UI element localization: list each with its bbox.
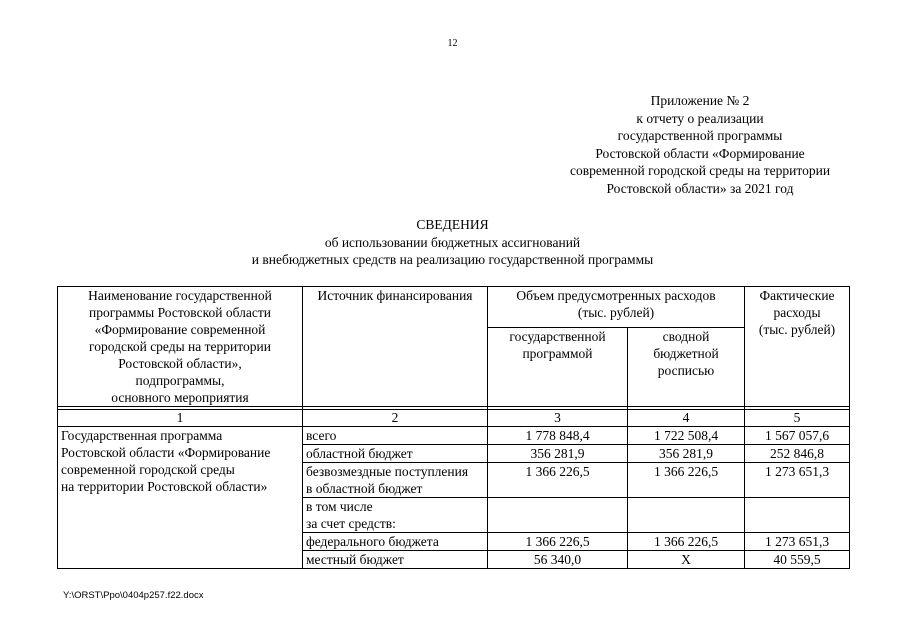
header-text: сводной — [662, 329, 710, 344]
planned-cell — [488, 498, 628, 533]
source-cell — [303, 551, 488, 569]
header-funding-source — [303, 287, 488, 407]
source-cell — [303, 498, 488, 533]
header-text: «Формирование современной — [94, 322, 266, 337]
column-number: 4 — [628, 410, 745, 427]
planned-cell: 1 366 226,5 — [488, 463, 628, 498]
budget-cell — [628, 498, 745, 533]
header-state-program — [488, 328, 628, 407]
header-text: Фактические — [759, 288, 835, 303]
source-cell — [303, 463, 488, 498]
heading-subtitle: и внебюджетных средств на реализацию государственной программы — [251, 252, 654, 268]
actual-cell: 1 567 057,6 — [745, 427, 850, 445]
budget-table — [57, 286, 850, 569]
source-text: безвозмездные поступления — [306, 464, 469, 479]
actual-cell: 252 846,8 — [745, 445, 850, 463]
header-text: программой — [522, 346, 593, 361]
header-text: бюджетной — [653, 346, 719, 361]
header-text: подпрограммы, — [135, 373, 225, 388]
column-number: 1 — [58, 410, 303, 427]
source-text: федерального бюджета — [306, 534, 439, 549]
header-text: государственной — [509, 329, 606, 344]
header-text: городской среды на территории — [89, 339, 271, 354]
source-text: в том числе — [306, 499, 373, 514]
program-name-cell — [58, 427, 303, 569]
header-text: Наименование государственной — [88, 288, 272, 303]
appendix-note — [520, 92, 880, 198]
budget-cell: 1 722 508,4 — [628, 427, 745, 445]
actual-cell — [745, 498, 850, 533]
budget-cell: 356 281,9 — [628, 445, 745, 463]
header-text: основного мероприятия — [111, 390, 249, 405]
header-actual-expenses — [745, 287, 850, 407]
column-number: 5 — [745, 410, 850, 427]
file-path-footer: Y:\ORST\Ppo\0404p257.f22.docx — [63, 590, 204, 601]
program-name-line: Ростовской области «Формирование — [61, 445, 271, 460]
program-name-line: на территории Ростовской области» — [61, 479, 268, 494]
appendix-line: Ростовской области «Формирование — [595, 145, 805, 161]
header-budget-list — [628, 328, 745, 407]
header-text: расходы — [773, 305, 821, 320]
actual-cell: 40 559,5 — [745, 551, 850, 569]
table-header-row — [58, 287, 850, 328]
column-number: 2 — [303, 410, 488, 427]
source-cell — [303, 445, 488, 463]
source-text: областной бюджет — [306, 446, 413, 461]
actual-cell: 1 273 651,3 — [745, 533, 850, 551]
header-text: программы Ростовской области — [89, 305, 271, 320]
planned-cell: 356 281,9 — [488, 445, 628, 463]
budget-cell: Х — [628, 551, 745, 569]
planned-cell: 1 366 226,5 — [488, 533, 628, 551]
header-program-name — [58, 287, 303, 407]
planned-cell: 56 340,0 — [488, 551, 628, 569]
header-text: Объем предусмотренных расходов — [516, 288, 716, 303]
header-text: росписью — [657, 363, 715, 378]
source-text: местный бюджет — [306, 552, 404, 567]
header-text: Ростовской области», — [118, 356, 242, 371]
program-name-line: современной городской среды — [61, 462, 235, 477]
appendix-line: к отчету о реализации — [636, 110, 764, 126]
header-text: Источник финансирования — [317, 288, 473, 303]
budget-cell: 1 366 226,5 — [628, 533, 745, 551]
budget-cell: 1 366 226,5 — [628, 463, 745, 498]
heading-subtitle: об использовании бюджетных ассигнований — [324, 234, 581, 250]
actual-cell: 1 273 651,3 — [745, 463, 850, 498]
planned-cell: 1 778 848,4 — [488, 427, 628, 445]
appendix-line: Ростовской области» за 2021 год — [606, 180, 794, 196]
header-text: (тыс. рублей) — [758, 322, 836, 337]
source-text: за счет средств: — [306, 516, 396, 531]
heading-title: СВЕДЕНИЯ — [416, 217, 489, 232]
appendix-line: современной городской среды на территории — [569, 163, 831, 179]
appendix-line: государственной программы — [617, 128, 783, 144]
header-planned-expenses — [488, 287, 745, 328]
table-row — [58, 427, 850, 445]
program-name-line: Государственная программа — [61, 428, 223, 443]
column-number: 3 — [488, 410, 628, 427]
source-cell — [303, 533, 488, 551]
source-cell — [303, 427, 488, 445]
header-text: (тыс. рублей) — [577, 305, 655, 320]
document-heading — [0, 216, 905, 269]
page-number: 12 — [447, 38, 458, 49]
appendix-line: Приложение № 2 — [650, 93, 750, 108]
source-text: всего — [306, 428, 337, 443]
column-number-row — [58, 410, 850, 427]
source-text: в областной бюджет — [306, 481, 423, 496]
